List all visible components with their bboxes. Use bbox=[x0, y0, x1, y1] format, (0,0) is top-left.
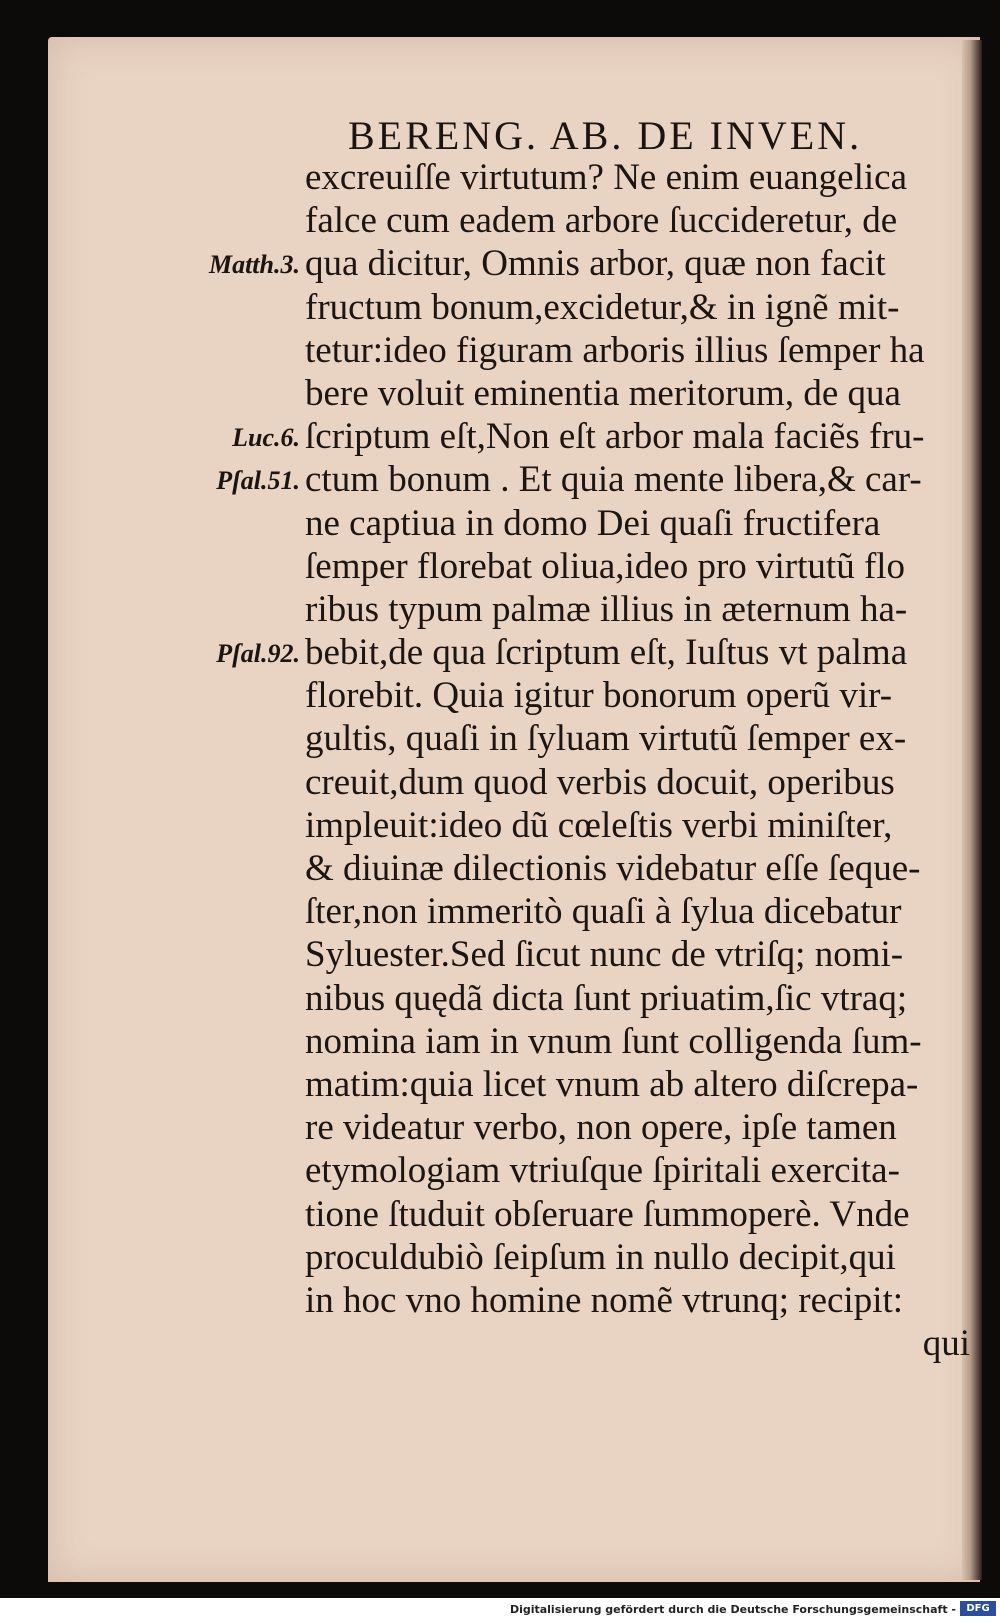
text-line: ſemper florebat oliua,ideo pro virtutũ flo bbox=[305, 545, 906, 587]
text-line: excreuiſſe virtutum? Ne enim euangelica bbox=[305, 157, 908, 198]
text-line: etymologiam vtriuſque ſpiritali exercita- bbox=[305, 1150, 900, 1192]
text-line: impleuit:ideo dũ cœleſtis verbi miniſter, bbox=[305, 804, 893, 846]
text-line: ribus typum palmæ illius in æternum ha- bbox=[305, 588, 908, 630]
footer-bar bbox=[0, 1598, 1000, 1623]
text-line: qua dicitur, Omnis arbor, quæ non facit bbox=[305, 243, 886, 285]
text-line: & diuinæ dilectionis videbatur eſſe ſeque- bbox=[305, 848, 921, 889]
text-line: in hoc vno homine nomẽ vtrunq; recipit: bbox=[305, 1279, 904, 1321]
text-line: gultis, quaſi in ſyluam virtutũ ſemper ex- bbox=[305, 718, 907, 760]
text-line: creuit,dum quod verbis docuit, operibus bbox=[305, 761, 895, 803]
text-line: ſter,non immeritò quaſi à ſylua dicebatur bbox=[305, 891, 902, 933]
text-line: falce cum eadem arbore ſuccideretur, de bbox=[305, 200, 898, 242]
text-line: tetur:ideo figuram arboris illius ſemper ha bbox=[305, 329, 925, 371]
text-line: qui bbox=[922, 1323, 970, 1365]
dfg-logo: DFG bbox=[960, 1601, 996, 1616]
text-line: bebit,de qua ſcriptum eſt, Iuſtus vt palma bbox=[305, 632, 908, 674]
text-line: nibus quędã dicta ſunt priuatim,ſic vtraq; bbox=[305, 977, 908, 1019]
text-line: nomina iam in vnum ſunt colligenda ſum- bbox=[305, 1020, 922, 1062]
text-line: tione ſtuduit obſeruare ſummoperè. Vnde bbox=[305, 1193, 910, 1235]
text-line: fructum bonum,excidetur,& in ignẽ mit- bbox=[305, 286, 900, 328]
marginal-note: Pſal.92. bbox=[216, 639, 300, 669]
text-line: ne captiua in domo Dei quaſi fructifera bbox=[305, 502, 881, 544]
text-line: matim:quia licet vnum ab altero diſcrepa- bbox=[305, 1063, 919, 1105]
running-header: BERENG. AB. DE INVEN. bbox=[348, 113, 863, 158]
text-line: ſcriptum eſt,Non eſt arbor mala faciẽs fru- bbox=[305, 416, 925, 458]
text-line: re videatur verbo, non opere, ipſe tamen bbox=[305, 1107, 897, 1149]
body-text bbox=[305, 156, 970, 1365]
digitization-credit: Digitalisierung gefördert durch die Deutsche Forschungsgemeinschaft - bbox=[509, 1603, 956, 1616]
text-line: bere voluit eminentia meritorum, de qua bbox=[305, 372, 901, 414]
marginal-note: Matth.3. bbox=[208, 250, 300, 280]
text-line: Syluester.Sed ſicut nunc de vtriſq; nomi- bbox=[305, 934, 904, 976]
marginal-note: Luc.6. bbox=[232, 423, 300, 453]
marginal-note: Pſal.51. bbox=[216, 466, 300, 496]
text-line: ctum bonum . Et quia mente libera,& car- bbox=[305, 459, 922, 501]
text-line: florebit. Quia igitur bonorum operũ vir- bbox=[305, 675, 893, 717]
text-line: proculdubiò ſeipſum in nullo decipit,qui bbox=[305, 1236, 896, 1278]
